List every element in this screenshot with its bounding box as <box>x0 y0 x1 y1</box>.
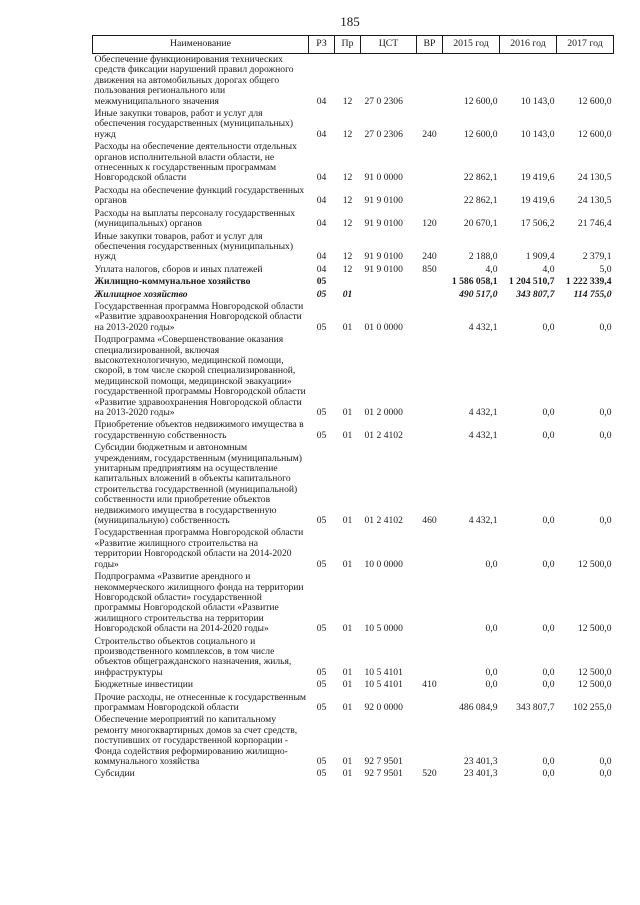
row-pr: 12 <box>342 263 353 275</box>
row-2015: 0,0 <box>485 679 498 691</box>
row-cst: 10 5 4101 <box>364 679 403 691</box>
row-2015: 4 432,1 <box>468 321 498 333</box>
header-2016: 2016 год <box>500 36 557 54</box>
row-cst: 10 5 0000 <box>364 623 403 635</box>
row-pr: 01 <box>342 558 353 570</box>
row-rz: 05 <box>316 558 327 570</box>
row-2017: 12 600,0 <box>577 128 612 140</box>
table-body <box>93 54 614 781</box>
row-cst: 10 0 0000 <box>364 558 403 570</box>
row-rz: 04 <box>316 128 327 140</box>
table-row <box>93 768 614 780</box>
row-2015: 22 862,1 <box>463 172 498 184</box>
table-row <box>93 692 614 715</box>
row-2017: 12 500,0 <box>577 666 612 678</box>
row-name: Расходы на обеспечение функций государственных органов <box>94 184 305 207</box>
table-row <box>93 714 614 768</box>
row-rz: 05 <box>316 407 327 418</box>
row-name: Строительство объектов социального и производственного комплексов, в том числе объектов общегражданского назначения, жилья, инфраструктуры <box>94 635 292 678</box>
row-2016: 0,0 <box>542 429 555 441</box>
header-2017: 2017 год <box>557 36 614 54</box>
row-2015: 12 600,0 <box>463 95 498 107</box>
row-vr: 240 <box>422 251 437 263</box>
row-vr <box>417 419 443 442</box>
row-cst: 27 0 2306 <box>364 128 403 140</box>
row-rz: 05 <box>316 515 327 527</box>
table-row <box>93 636 614 680</box>
row-2015: 4,0 <box>485 263 498 275</box>
row-name: Подпрограмма «Совершенствование оказания специализированной, включая высокотехнологичную, медицинской помощи, скорой, в том числе скорой специализированной, медицинской помощи, медицинской эвакуации» государственной программы Новгородской области «Развитие здравоохранения Новгородской области на 2013-2020 годы» <box>94 334 306 418</box>
row-name: Иные закупки товаров, работ и услуг для обеспечения государственных (муниципальных) нужд <box>94 230 294 263</box>
row-name: Подпрограмма «Развитие арендного и некоммерческого жилищного фонда на территории Новгородской области» государственной программы Новгородской области «Развитие жилищного строительства на территории Новгородской области на 2014-2020 годы» <box>94 571 304 635</box>
row-pr: 01 <box>342 407 353 418</box>
header-rz: РЗ <box>309 36 335 54</box>
table-row <box>93 419 614 442</box>
row-2017: 0,0 <box>599 756 612 767</box>
row-pr: 01 <box>342 515 353 527</box>
table-row <box>93 301 614 334</box>
row-rz: 05 <box>316 429 327 441</box>
row-vr: 460 <box>422 515 437 527</box>
row-2016: 10 143,0 <box>520 128 555 140</box>
row-pr: 01 <box>342 429 353 441</box>
row-2017: 12 500,0 <box>577 558 612 570</box>
row-pr: 01 <box>342 679 353 691</box>
header-vr: ВР <box>417 36 443 54</box>
table-row <box>93 289 614 301</box>
row-rz: 05 <box>316 623 327 635</box>
row-2015: 23 401,3 <box>463 768 498 780</box>
row-pr: 12 <box>342 195 353 207</box>
row-vr <box>417 141 443 185</box>
header-pr: Пр <box>335 36 361 54</box>
table-row <box>93 264 614 276</box>
row-2015: 0,0 <box>485 666 498 678</box>
header-cst: ЦСТ <box>361 36 417 54</box>
row-2015: 2 188,0 <box>468 251 498 263</box>
table-row <box>93 527 614 571</box>
row-2016: 0,0 <box>542 679 555 691</box>
header-2015: 2015 год <box>443 36 500 54</box>
table-row <box>93 442 614 527</box>
table-row <box>93 141 614 185</box>
table-header <box>93 36 614 54</box>
row-pr <box>335 276 361 288</box>
row-2016: 0,0 <box>542 407 555 418</box>
row-rz: 04 <box>316 195 327 207</box>
row-rz: 05 <box>316 756 327 767</box>
table-row <box>93 185 614 208</box>
table-row <box>93 571 614 635</box>
table-row <box>93 108 614 141</box>
row-2016: 0,0 <box>542 756 555 767</box>
row-rz: 04 <box>316 251 327 263</box>
row-cst: 91 9 0100 <box>364 251 403 263</box>
row-2017: 24 130,5 <box>577 172 612 184</box>
row-name: Бюджетные инвестиции <box>94 679 193 691</box>
row-2016: 0,0 <box>542 515 555 527</box>
row-rz: 04 <box>316 218 327 230</box>
row-2015: 12 600,0 <box>463 128 498 140</box>
row-name: Жилищно-коммунальное хозяйство <box>94 276 251 288</box>
row-name: Субсидии бюджетным и автономным учреждениям, государственным (муниципальным) унитарным предприятиям на осуществление капитальных вложений в объекты капитального строительства государственной (муниципальной) собственности или приобретение объектов недвижимого имущества в государственную (муниципальную) собственность <box>94 442 302 527</box>
row-name: Уплата налогов, сборов и иных платежей <box>94 263 263 275</box>
row-pr: 01 <box>342 288 353 300</box>
row-2016: 0,0 <box>542 623 555 635</box>
row-rz: 04 <box>316 172 327 184</box>
row-rz: 04 <box>316 95 327 107</box>
row-2015: 23 401,3 <box>463 756 498 767</box>
row-name: Расходы на выплаты персоналу государственных (муниципальных) органов <box>94 207 296 230</box>
row-2017: 114 755,0 <box>573 288 612 300</box>
row-2017: 0,0 <box>599 768 612 780</box>
row-cst: 91 9 0100 <box>364 263 403 275</box>
table-row <box>93 276 614 288</box>
table-row <box>93 334 614 419</box>
row-2017: 12 500,0 <box>577 679 612 691</box>
row-pr: 01 <box>342 321 353 333</box>
row-name: Обеспечение мероприятий по капитальному ремонту многоквартирных домов за счет средств, поступивших от государственной корпорации - Фонда содействия реформированию жилищно-коммунального хозяйства <box>94 714 298 767</box>
row-pr: 01 <box>342 756 353 767</box>
row-pr: 01 <box>342 701 353 713</box>
row-2015: 486 084,9 <box>459 701 498 713</box>
row-2016: 17 506,2 <box>520 218 555 230</box>
row-vr <box>417 276 443 288</box>
row-cst: 01 0 0000 <box>364 321 403 333</box>
row-2015: 22 862,1 <box>463 195 498 207</box>
page-number: 185 <box>340 14 360 29</box>
row-rz: 05 <box>316 679 327 691</box>
row-vr <box>417 289 443 301</box>
row-rz: 05 <box>316 666 327 678</box>
row-cst: 01 2 4102 <box>364 429 403 441</box>
row-2016: 19 419,6 <box>520 172 555 184</box>
row-rz: 05 <box>316 276 327 288</box>
row-cst <box>361 276 417 288</box>
row-cst: 01 2 0000 <box>364 407 403 418</box>
row-vr <box>417 571 443 635</box>
row-name: Государственная программа Новгородской области «Развитие жилищного строительства на территории Новгородской области на 2014-2020 годы» <box>94 527 304 570</box>
row-vr: 120 <box>422 218 437 230</box>
row-name: Жилищное хозяйство <box>94 288 188 300</box>
row-pr: 12 <box>342 251 353 263</box>
row-vr <box>417 334 443 419</box>
row-2017: 0,0 <box>599 429 612 441</box>
row-cst: 92 7 9501 <box>364 756 403 767</box>
row-vr <box>417 527 443 571</box>
budget-table <box>92 35 614 781</box>
row-2016: 343 807,7 <box>516 288 555 300</box>
row-2015: 4 432,1 <box>468 407 498 418</box>
row-pr: 12 <box>342 218 353 230</box>
header-name: Наименование <box>93 36 309 54</box>
row-2016: 1 204 510,7 <box>508 276 555 288</box>
row-2015: 20 670,1 <box>463 218 498 230</box>
row-vr <box>417 636 443 680</box>
row-2015: 490 517,0 <box>459 288 498 300</box>
row-cst: 27 0 2306 <box>364 95 403 107</box>
row-2017: 102 255,0 <box>573 701 612 713</box>
row-2015: 0,0 <box>485 558 498 570</box>
row-rz: 04 <box>316 263 327 275</box>
table-row <box>93 54 614 109</box>
row-2015: 0,0 <box>485 623 498 635</box>
row-name: Субсидии <box>94 768 135 780</box>
row-2015: 4 432,1 <box>468 515 498 527</box>
row-name: Государственная программа Новгородской области «Развитие здравоохранения Новгородской области на 2013-2020 годы» <box>94 300 304 333</box>
row-2016: 4,0 <box>542 263 555 275</box>
row-cst: 91 0 0000 <box>364 172 403 184</box>
row-2017: 0,0 <box>599 515 612 527</box>
row-vr: 240 <box>422 128 437 140</box>
row-2017: 24 130,5 <box>577 195 612 207</box>
row-pr: 12 <box>342 128 353 140</box>
row-cst: 92 7 9501 <box>364 768 403 780</box>
row-2016: 1 909,4 <box>525 251 555 263</box>
row-2017: 1 222 339,4 <box>565 276 612 288</box>
row-2017: 12 600,0 <box>577 95 612 107</box>
row-2016: 0,0 <box>542 321 555 333</box>
row-cst <box>361 289 417 301</box>
row-name: Обеспечение функционирования технических средств фиксации нарушений правил дорожного движения на автомобильных дорогах общего пользования регионального или межмуниципального значения <box>94 54 294 107</box>
row-cst: 91 9 0100 <box>364 218 403 230</box>
row-pr: 01 <box>342 666 353 678</box>
row-cst: 92 0 0000 <box>364 701 403 713</box>
row-cst: 10 5 4101 <box>364 666 403 678</box>
row-2017: 21 746,4 <box>577 218 612 230</box>
row-2017: 12 500,0 <box>577 623 612 635</box>
row-2015: 1 586 058,1 <box>451 276 498 288</box>
row-name: Иные закупки товаров, работ и услуг для обеспечения государственных (муниципальных) нужд <box>94 108 294 140</box>
row-2017: 0,0 <box>599 321 612 333</box>
table-row <box>93 679 614 691</box>
table-row <box>93 208 614 231</box>
row-2017: 5,0 <box>599 263 612 275</box>
row-2016: 19 419,6 <box>520 195 555 207</box>
row-2017: 0,0 <box>599 407 612 418</box>
row-vr <box>417 301 443 334</box>
row-vr <box>417 714 443 768</box>
row-name: Расходы на обеспечение деятельности отдельных органов исполнительной власти области, не отнесенных к государственным программам Новгородской области <box>94 141 297 184</box>
row-2016: 0,0 <box>542 558 555 570</box>
row-2016: 0,0 <box>542 666 555 678</box>
row-2016: 0,0 <box>542 768 555 780</box>
table-row <box>93 231 614 264</box>
row-cst: 01 2 4102 <box>364 515 403 527</box>
row-vr: 410 <box>422 679 437 691</box>
row-2015: 4 432,1 <box>468 429 498 441</box>
row-cst: 91 9 0100 <box>364 195 403 207</box>
row-name: Приобретение объектов недвижимого имущества в государственную собственность <box>94 419 304 441</box>
row-vr <box>417 54 443 109</box>
row-rz: 05 <box>316 701 327 713</box>
row-rz: 05 <box>316 288 327 300</box>
row-vr: 850 <box>422 263 437 275</box>
row-pr: 01 <box>342 623 353 635</box>
row-rz: 05 <box>316 321 327 333</box>
row-2016: 10 143,0 <box>520 95 555 107</box>
row-pr: 12 <box>342 172 353 184</box>
row-pr: 01 <box>342 768 353 780</box>
row-2016: 343 807,7 <box>516 701 555 713</box>
row-2017: 2 379,1 <box>582 251 612 263</box>
row-vr <box>417 692 443 715</box>
row-pr: 12 <box>342 95 353 107</box>
row-rz: 05 <box>316 768 327 780</box>
row-vr: 520 <box>422 768 437 780</box>
row-name: Прочие расходы, не отнесенные к государственным программам Новгородской области <box>94 691 306 713</box>
row-vr <box>417 185 443 208</box>
